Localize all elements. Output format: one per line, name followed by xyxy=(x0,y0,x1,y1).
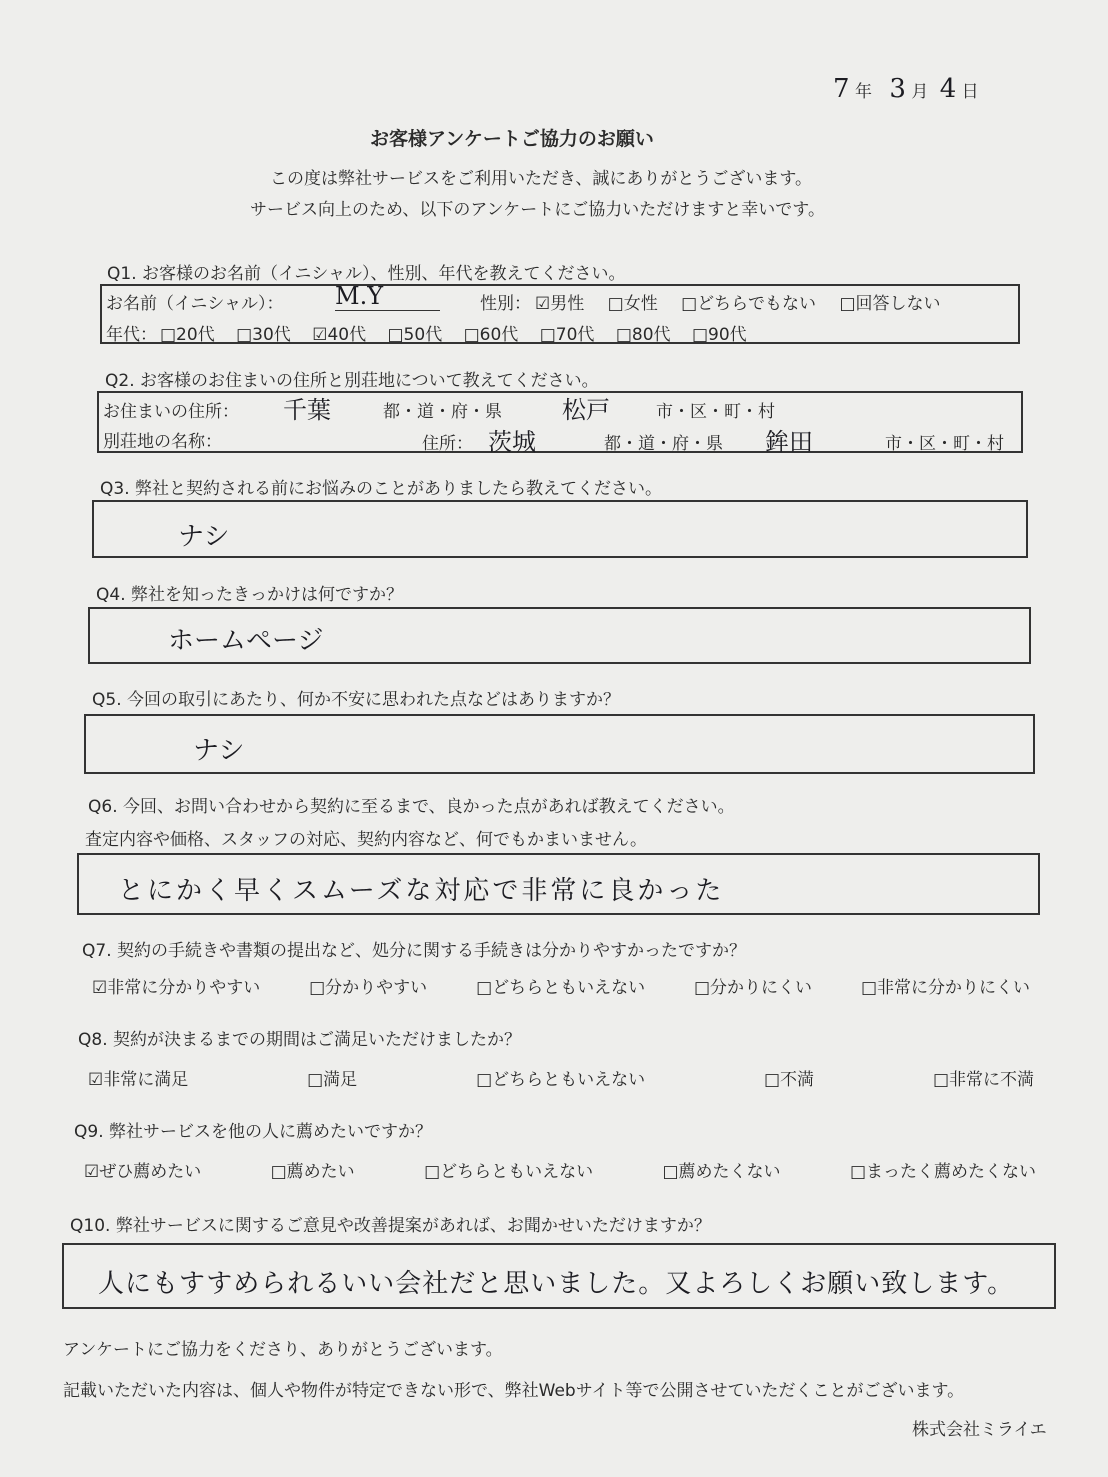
intro-line-1: この度は弊社サービスをご利用いただき、誠にありがとうございます。 xyxy=(270,169,812,189)
age-option[interactable]: □70代 xyxy=(539,325,595,345)
q8-option[interactable]: □満足 xyxy=(307,1070,358,1090)
q8-question: Q8. 契約が決まるまでの期間はご満足いただけましたか？ xyxy=(78,1030,522,1050)
q2-home-label: お住まいの住所： xyxy=(103,402,239,422)
q7-option[interactable]: ☑非常に分かりやすい xyxy=(92,978,261,998)
q2-home-pref[interactable]: 千葉 xyxy=(283,396,331,424)
q9-option[interactable]: □どちらともいえない xyxy=(424,1162,594,1182)
age-option[interactable]: ☑40代 xyxy=(312,325,367,345)
gender-option-female[interactable]: □女性 xyxy=(607,294,658,314)
page-title: お客様アンケートご協力のお願い xyxy=(370,128,654,150)
q9-option[interactable]: □薦めたくない xyxy=(662,1162,781,1182)
q2-villa-city[interactable]: 鉾田 xyxy=(765,428,813,456)
q10-question: Q10. 弊社サービスに関するご意見や改善提案があれば、お聞かせいただけますか？ xyxy=(70,1216,711,1236)
date-year-label: 年 xyxy=(854,82,872,102)
company-name: 株式会社ミライエ xyxy=(912,1420,1047,1440)
q10-answer: 人にもすすめられるいい会社だと思いました。又よろしくお願い致します。 xyxy=(98,1269,1015,1299)
age-option[interactable]: □60代 xyxy=(463,325,519,345)
footer-thanks: アンケートにご協力をくださり、ありがとうございます。 xyxy=(63,1340,503,1360)
q9-question: Q9. 弊社サービスを他の人に薦めたいですか？ xyxy=(74,1122,433,1142)
q2-villa-addr-label: 住所： xyxy=(422,434,473,454)
date-year: 7 xyxy=(833,74,850,104)
q4-question: Q4. 弊社を知ったきっかけは何ですか？ xyxy=(96,585,404,605)
q7-option[interactable]: □分かりやすい xyxy=(309,978,428,998)
q9-option[interactable]: ☑ぜひ薦めたい xyxy=(84,1162,202,1182)
q2-villa-label: 別荘地の名称： xyxy=(103,432,222,452)
q3-question: Q3. 弊社と契約される前にお悩みのことがありましたら教えてください。 xyxy=(100,479,663,499)
q7-question: Q7. 契約の手続きや書類の提出など、処分に関する手続きは分かりやすかったですか？ xyxy=(82,941,747,961)
date-month: 3 xyxy=(889,74,906,104)
q8-option[interactable]: □非常に不満 xyxy=(932,1070,1034,1090)
q1-gender-options[interactable] xyxy=(535,289,941,314)
age-option[interactable]: □80代 xyxy=(615,325,671,345)
q8-option[interactable]: ☑非常に満足 xyxy=(88,1070,189,1090)
date xyxy=(833,74,979,104)
q6-subtext: 査定内容や価格、スタッフの対応、契約内容など、何でもかまいません。 xyxy=(85,830,648,850)
q7-option[interactable]: □非常に分かりにくい xyxy=(860,978,1030,998)
q1-age-options[interactable] xyxy=(160,320,747,345)
q5-answer: ナシ xyxy=(193,736,245,766)
q9-option[interactable]: □薦めたい xyxy=(270,1162,355,1182)
q8-option[interactable]: □どちらともいえない xyxy=(476,1070,646,1090)
gender-option-male[interactable]: ☑男性 xyxy=(535,294,585,314)
q2-pref-suffix: 都・道・府・県 xyxy=(383,402,502,422)
q1-question: Q1. お客様のお名前（イニシャル）、性別、年代を教えてください。 xyxy=(107,264,626,284)
intro-line-2: サービス向上のため、以下のアンケートにご協力いただけますと幸いです。 xyxy=(250,200,825,220)
date-day-label: 日 xyxy=(961,82,979,102)
q2-villa-city-suffix: 市・区・町・村 xyxy=(885,434,1004,454)
date-month-label: 月 xyxy=(911,82,929,102)
q2-city-suffix: 市・区・町・村 xyxy=(656,402,775,422)
q9-option[interactable]: □まったく薦めたくない xyxy=(849,1162,1036,1182)
q8-option[interactable]: □不満 xyxy=(764,1070,815,1090)
q1-name-label: お名前（イニシャル）： xyxy=(106,294,284,314)
q8-options[interactable] xyxy=(88,1065,1034,1090)
age-option[interactable]: □20代 xyxy=(160,325,215,345)
age-option[interactable]: □90代 xyxy=(691,325,747,345)
q1-gender-label: 性別： xyxy=(480,294,531,314)
q2-villa-pref[interactable]: 茨城 xyxy=(488,428,536,456)
date-day: 4 xyxy=(939,74,957,104)
q1-age-label: 年代： xyxy=(106,325,157,345)
q6-question: Q6. 今回、お問い合わせから契約に至るまで、良かった点があれば教えてください。 xyxy=(88,797,735,817)
q7-options[interactable] xyxy=(92,973,1030,998)
q6-answer: とにかく早くスムーズな対応で非常に良かった xyxy=(118,876,725,906)
age-option[interactable]: □50代 xyxy=(387,325,443,345)
q9-options[interactable] xyxy=(84,1157,1036,1182)
q4-answer: ホームページ xyxy=(168,626,324,656)
age-option[interactable]: □30代 xyxy=(236,325,291,345)
q7-option[interactable]: □どちらともいえない xyxy=(476,978,646,998)
q3-answer: ナシ xyxy=(178,522,230,552)
q2-question: Q2. お客様のお住まいの住所と別荘地について教えてください。 xyxy=(105,371,599,391)
gender-option-no-answer[interactable]: □回答しない xyxy=(839,294,941,314)
gender-option-neither[interactable]: □どちらでもない xyxy=(681,294,817,314)
q2-home-city[interactable]: 松戸 xyxy=(562,396,610,424)
q3-box[interactable] xyxy=(92,500,1028,558)
q1-name-value[interactable]: M.Y xyxy=(335,282,440,311)
footer-notice: 記載いただいた内容は、個人や物件が特定できない形で、弊社Webサイト等で公開させていただくことがございます。 xyxy=(63,1381,965,1401)
q2-villa-pref-suffix: 都・道・府・県 xyxy=(604,434,723,454)
q7-option[interactable]: □分かりにくい xyxy=(694,978,813,998)
q5-question: Q5. 今回の取引にあたり、何か不安に思われた点などはありますか？ xyxy=(92,690,621,710)
